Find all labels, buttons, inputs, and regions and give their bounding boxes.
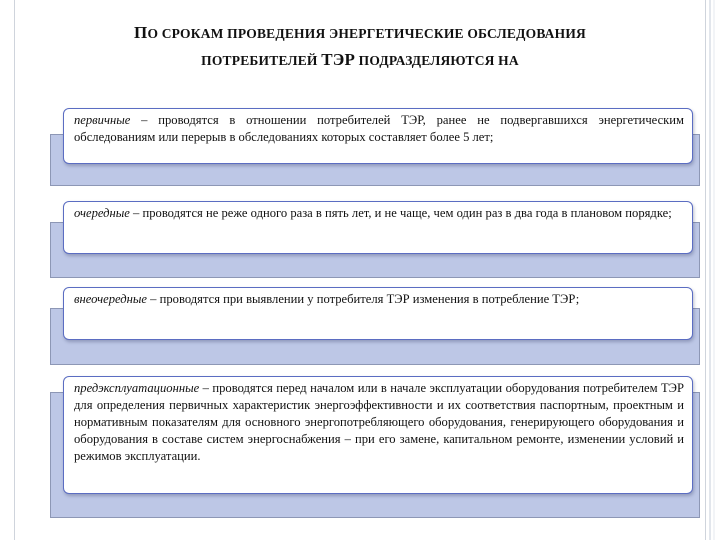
item-text: – проводятся не реже одного раза в пять лет, и не чаще, чем один раз в два года в плановом порядке; — [129, 206, 672, 220]
item-text: – проводятся в отношении потребителей ТЭР, ранее не подвергавшихся энергетическим обследованиям или перерыв в обследованиях которых составляет более 5 лет; — [74, 113, 684, 144]
right-border-line — [705, 0, 706, 540]
title-line-2-end: ПОДРАЗДЕЛЯЮТСЯ НА — [355, 53, 519, 68]
item-text: – проводятся перед началом или в начале эксплуатации оборудования потребителем ТЭР для определения первичных характеристик энергоэффективности и их соответствия паспортным, проектным и нормативным показателям для основного энергопотребляющего оборудования, генерирующего оборудования и оборудования в составе систем энергоснабжения – при его замене, капитальном ремонте, изменении условий и режимов эксплуатации. — [74, 381, 684, 463]
list-item-regular — [63, 201, 693, 254]
list-item-primary — [63, 108, 693, 164]
title-line-1 — [40, 20, 680, 47]
item-text: – проводятся при выявлении у потребителя ТЭР изменения в потребление ТЭР; — [147, 292, 580, 306]
title-abbr: ТЭР — [321, 50, 356, 69]
title-line-1-text: О СРОКАМ ПРОВЕДЕНИЯ ЭНЕРГЕТИЧЕСКИЕ ОБСЛЕДОВАНИЯ — [147, 26, 586, 41]
item-term: внеочередные — [74, 292, 148, 306]
title-initial: П — [134, 23, 148, 42]
page-title — [40, 20, 680, 74]
item-term: первичные — [74, 113, 131, 127]
decorative-side-ornament — [708, 0, 718, 540]
item-term: очередные — [74, 206, 130, 220]
left-border-line — [14, 0, 15, 540]
title-line-2-start: ПОТРЕБИТЕЛЕЙ — [201, 53, 322, 68]
title-line-2 — [40, 47, 680, 74]
list-item-pre-operational — [63, 376, 693, 494]
list-item-extraordinary — [63, 287, 693, 340]
item-term: предэксплуатационные — [74, 381, 200, 395]
